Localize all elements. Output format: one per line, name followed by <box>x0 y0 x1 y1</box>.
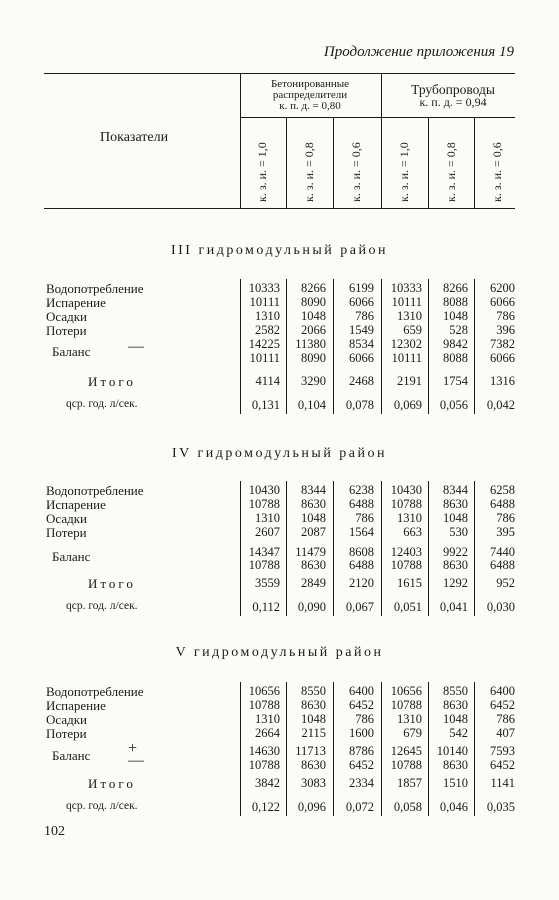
table-cell: 0,090 <box>297 600 326 614</box>
body-col-divider <box>474 682 475 816</box>
balance-sign-2: — <box>128 752 144 769</box>
row-label: Водопотребление <box>46 483 144 498</box>
table-cell: 6488 <box>490 558 515 572</box>
table-cell: 12645 <box>390 744 422 758</box>
table-cell: 10111 <box>391 351 422 365</box>
row-label: Осадки <box>46 511 87 526</box>
row-label: Потери <box>46 525 87 540</box>
table-cell: 10788 <box>390 558 422 572</box>
body-col-divider <box>428 682 429 816</box>
table-cell: 3842 <box>255 776 280 790</box>
row-label: Водопотребление <box>46 281 144 296</box>
table-cell: 6488 <box>490 497 515 511</box>
group2-header <box>388 83 518 109</box>
table-cell: 10430 <box>390 483 422 497</box>
col-header-3: к. з. и. = 0,6 <box>349 142 363 202</box>
table-cell: 1600 <box>349 726 374 740</box>
table-cell: 9922 <box>443 545 468 559</box>
table-cell: 11479 <box>295 545 326 559</box>
table-cell: 1754 <box>443 374 468 388</box>
table-cell: 2120 <box>349 576 374 590</box>
table-cell: 8630 <box>301 698 326 712</box>
table-cell: 10333 <box>390 281 422 295</box>
body-col-divider <box>286 682 287 816</box>
table-cell: 2334 <box>349 776 374 790</box>
table-cell: 1310 <box>397 511 422 525</box>
table-cell: 8534 <box>349 337 374 351</box>
table-cell: 6452 <box>490 758 515 772</box>
row-label: Потери <box>46 726 87 741</box>
table-cell: 2087 <box>301 525 326 539</box>
row-label: qср. год. л/сек. <box>66 398 138 410</box>
table-cell: 8088 <box>443 351 468 365</box>
table-cell: 0,042 <box>486 398 515 412</box>
table-cell: 6488 <box>349 558 374 572</box>
row-label: Водопотребление <box>46 684 144 699</box>
col-divider-4 <box>381 73 382 208</box>
table-cell: 0,030 <box>486 600 515 614</box>
table-cell: 11713 <box>295 744 326 758</box>
table-cell: 2607 <box>255 525 280 539</box>
table-cell: 3083 <box>301 776 326 790</box>
table-cell: 0,035 <box>486 800 515 814</box>
col-header-2: к. з. и. = 0,8 <box>302 142 316 202</box>
running-head: Продолжение приложения 19 <box>323 44 514 60</box>
row-label: qср. год. л/сек. <box>66 800 138 812</box>
table-cell: 1857 <box>397 776 422 790</box>
row-label: Итого <box>88 776 136 791</box>
row-label: Баланс <box>52 344 91 359</box>
table-cell: 8266 <box>443 281 468 295</box>
table-cell: 2849 <box>301 576 326 590</box>
table-cell: 0,078 <box>345 398 374 412</box>
group1-line2: распределители <box>272 89 348 101</box>
table-cell: 1048 <box>301 511 326 525</box>
group2-line1: Трубопроводы <box>411 82 495 97</box>
table-cell: 8630 <box>301 758 326 772</box>
table-cell: 0,046 <box>439 800 468 814</box>
table-cell: 1510 <box>443 776 468 790</box>
table-cell: 3559 <box>255 576 280 590</box>
table-cell: 1292 <box>443 576 468 590</box>
row-label: Потери <box>46 323 87 338</box>
table-cell: 8550 <box>301 684 326 698</box>
section-title: III гидромодульный район <box>170 243 388 258</box>
table-cell: 2468 <box>349 374 374 388</box>
balance-sign: — <box>128 338 144 355</box>
table-cell: 0,122 <box>251 800 280 814</box>
table-cell: 10656 <box>390 684 422 698</box>
table-cell: 3290 <box>301 374 326 388</box>
table-cell: 1310 <box>397 712 422 726</box>
table-cell: 786 <box>496 712 515 726</box>
row-label: qср. год. л/сек. <box>66 600 138 612</box>
group1-line1: Бетонированные <box>270 78 350 90</box>
table-cell: 0,041 <box>439 600 468 614</box>
row-label: Итого <box>88 374 136 389</box>
table-cell: 0,051 <box>393 600 422 614</box>
table-cell: 1048 <box>301 712 326 726</box>
row-label: Баланс <box>52 748 91 763</box>
table-cell: 786 <box>355 511 374 525</box>
table-cell: 10430 <box>248 483 280 497</box>
table-cell: 663 <box>403 525 422 539</box>
page-number: 102 <box>44 824 65 839</box>
table-cell: 8630 <box>443 698 468 712</box>
row-label: Испарение <box>46 698 106 713</box>
body-col-divider <box>240 481 241 616</box>
table-cell: 2582 <box>255 323 280 337</box>
body-col-divider <box>381 279 382 414</box>
body-col-divider <box>381 481 382 616</box>
row-label: Осадки <box>46 309 87 324</box>
table-cell: 12302 <box>390 337 422 351</box>
table-cell: 1316 <box>490 374 515 388</box>
table-cell: 0,104 <box>297 398 326 412</box>
table-cell: 10111 <box>391 295 422 309</box>
table-cell: 8266 <box>301 281 326 295</box>
table-cell: 8630 <box>301 558 326 572</box>
table-cell: 1141 <box>490 776 515 790</box>
table-cell: 0,058 <box>393 800 422 814</box>
table-cell: 2066 <box>301 323 326 337</box>
body-col-divider <box>428 481 429 616</box>
table-cell: 395 <box>496 525 515 539</box>
table-cell: 542 <box>449 726 468 740</box>
table-cell: 10788 <box>248 698 280 712</box>
table-cell: 14225 <box>248 337 280 351</box>
table-cell: 10788 <box>390 758 422 772</box>
section-title: IV гидромодульный район <box>171 446 388 461</box>
table-cell: 0,069 <box>393 398 422 412</box>
table-cell: 6200 <box>490 281 515 295</box>
table-cell: 528 <box>449 323 468 337</box>
row-label: Баланс <box>52 549 91 564</box>
table-cell: 0,131 <box>251 398 280 412</box>
col-divider-3 <box>333 117 334 208</box>
header-bottom-rule <box>44 208 515 209</box>
table-cell: 786 <box>496 511 515 525</box>
header-top-rule <box>44 73 515 74</box>
col-header-1: к. з. и. = 1,0 <box>255 142 269 202</box>
table-cell: 1048 <box>301 309 326 323</box>
balance-sign: + <box>128 740 138 757</box>
table-cell: 10111 <box>249 351 280 365</box>
col-divider-2 <box>286 117 287 208</box>
table-cell: 6400 <box>349 684 374 698</box>
body-col-divider <box>474 481 475 616</box>
table-cell: 1564 <box>349 525 374 539</box>
table-cell: 530 <box>449 525 468 539</box>
table-cell: 10788 <box>248 558 280 572</box>
group2-line2: к. п. д. = 0,94 <box>419 95 487 109</box>
table-cell: 396 <box>496 323 515 337</box>
table-cell: 1310 <box>255 309 280 323</box>
table-cell: 8550 <box>443 684 468 698</box>
table-cell: 8630 <box>443 758 468 772</box>
table-cell: 10788 <box>390 698 422 712</box>
col-header-4: к. з. и. = 1,0 <box>397 142 411 202</box>
table-cell: 6066 <box>490 351 515 365</box>
table-cell: 1310 <box>255 712 280 726</box>
table-cell: 6400 <box>490 684 515 698</box>
table-cell: 8608 <box>349 545 374 559</box>
table-cell: 6452 <box>349 758 374 772</box>
table-cell: 10140 <box>436 744 468 758</box>
table-cell: 8090 <box>301 351 326 365</box>
table-cell: 6452 <box>490 698 515 712</box>
table-cell: 2115 <box>301 726 326 740</box>
table-cell: 10788 <box>248 758 280 772</box>
section-title: V гидромодульный район <box>175 645 384 660</box>
table-cell: 6199 <box>349 281 374 295</box>
table-cell: 0,112 <box>252 600 280 614</box>
table-cell: 6066 <box>349 351 374 365</box>
table-cell: 8088 <box>443 295 468 309</box>
table-cell: 10656 <box>248 684 280 698</box>
body-col-divider <box>333 279 334 414</box>
table-cell: 10333 <box>248 281 280 295</box>
table-cell: 7440 <box>490 545 515 559</box>
table-cell: 8344 <box>443 483 468 497</box>
table-cell: 14630 <box>248 744 280 758</box>
table-cell: 6066 <box>349 295 374 309</box>
table-cell: 786 <box>355 309 374 323</box>
group1-header <box>240 79 380 112</box>
table-cell: 786 <box>496 309 515 323</box>
table-cell: 1310 <box>397 309 422 323</box>
body-col-divider <box>333 682 334 816</box>
table-cell: 2664 <box>255 726 280 740</box>
row-label: Испарение <box>46 497 106 512</box>
table-cell: 6238 <box>349 483 374 497</box>
table-cell: 7382 <box>490 337 515 351</box>
row-label: Итого <box>88 576 136 591</box>
table-cell: 4114 <box>255 374 280 388</box>
table-cell: 1549 <box>349 323 374 337</box>
table-cell: 1048 <box>443 511 468 525</box>
table-cell: 6258 <box>490 483 515 497</box>
body-col-divider <box>286 279 287 414</box>
table-cell: 786 <box>355 712 374 726</box>
body-col-divider <box>240 682 241 816</box>
body-col-divider <box>474 279 475 414</box>
table-cell: 8630 <box>301 497 326 511</box>
table-cell: 8786 <box>349 744 374 758</box>
table-cell: 10111 <box>249 295 280 309</box>
table-cell: 0,056 <box>439 398 468 412</box>
table-cell: 2191 <box>397 374 422 388</box>
table-cell: 6066 <box>490 295 515 309</box>
table-cell: 1048 <box>443 712 468 726</box>
table-cell: 0,067 <box>345 600 374 614</box>
table-cell: 6452 <box>349 698 374 712</box>
table-cell: 14347 <box>248 545 280 559</box>
table-cell: 10788 <box>390 497 422 511</box>
table-cell: 6488 <box>349 497 374 511</box>
table-cell: 659 <box>403 323 422 337</box>
table-cell: 8630 <box>443 497 468 511</box>
table-cell: 9842 <box>443 337 468 351</box>
row-label: Испарение <box>46 295 106 310</box>
table-cell: 8630 <box>443 558 468 572</box>
table-cell: 12403 <box>390 545 422 559</box>
table-cell: 679 <box>403 726 422 740</box>
body-col-divider <box>286 481 287 616</box>
col-divider-6 <box>474 117 475 208</box>
table-cell: 952 <box>496 576 515 590</box>
group1-line3: к. п. д. = 0,80 <box>279 100 341 112</box>
body-col-divider <box>381 682 382 816</box>
table-cell: 10788 <box>248 497 280 511</box>
table-cell: 0,072 <box>345 800 374 814</box>
table-cell: 7593 <box>490 744 515 758</box>
table-cell: 11380 <box>295 337 326 351</box>
row-label-header: Показатели <box>100 130 169 145</box>
table-cell: 8344 <box>301 483 326 497</box>
table-cell: 1310 <box>255 511 280 525</box>
table-cell: 1615 <box>397 576 422 590</box>
col-header-5: к. з. и. = 0,8 <box>444 142 458 202</box>
body-col-divider <box>428 279 429 414</box>
col-divider-5 <box>428 117 429 208</box>
table-cell: 0,096 <box>297 800 326 814</box>
body-col-divider <box>333 481 334 616</box>
table-cell: 8090 <box>301 295 326 309</box>
row-label: Осадки <box>46 712 87 727</box>
col-header-6: к. з. и. = 0,6 <box>490 142 504 202</box>
body-col-divider <box>240 279 241 414</box>
table-cell: 1048 <box>443 309 468 323</box>
table-cell: 407 <box>496 726 515 740</box>
